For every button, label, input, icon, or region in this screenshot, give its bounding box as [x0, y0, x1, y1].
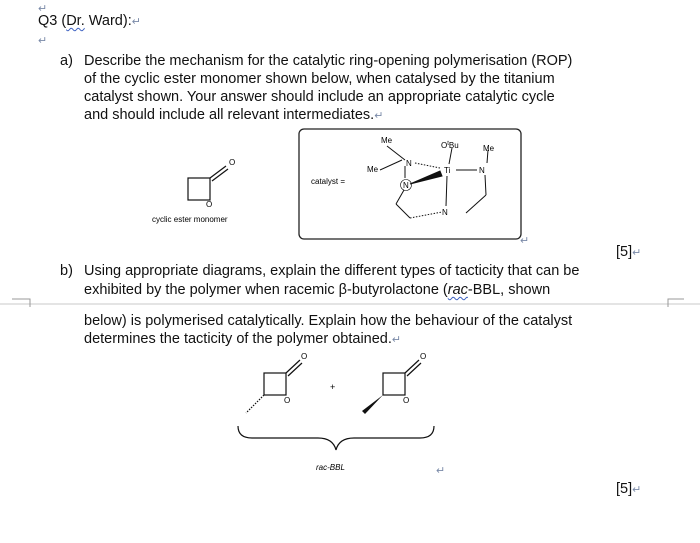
cyclic-ester-monomer-structure — [188, 166, 228, 200]
rac-bbl-caption: rac-BBL — [316, 463, 345, 472]
bbl1-carbonyl-o: O — [301, 352, 308, 361]
part-b-line-1: Using appropriate diagrams, explain the different types of tacticity that can be — [84, 263, 580, 279]
bbl1-ring-o: O — [284, 396, 291, 405]
part-a-line-4: and should include all relevant intermediates.↵ — [84, 107, 384, 123]
part-b-line-4: determines the tacticity of the polymer obtained.↵ — [84, 331, 402, 347]
catalyst-n-bottom: N — [442, 208, 448, 217]
catalyst-me-top: Me — [381, 136, 393, 145]
monomer-carbonyl-o: O — [229, 158, 236, 167]
part-a-line-1: Describe the mechanism for the catalytic ring-opening polymerisation (ROP) — [84, 53, 573, 69]
monomer-ring-o: O — [206, 200, 213, 209]
bracket-brace — [238, 426, 434, 450]
bbl2-wedge — [362, 395, 383, 414]
question-title: Q3 (Dr. Ward):↵ — [38, 13, 141, 29]
return-mark: ↵ — [38, 3, 48, 15]
part-a-marks: [5]↵ — [616, 244, 642, 260]
catalyst-otbu: $O^tBu$ — [441, 141, 459, 150]
return-mark: ↵ — [520, 235, 530, 247]
page-break-line — [0, 297, 700, 307]
rac-abbrev: rac — [447, 282, 468, 298]
catalyst-me-right: Me — [483, 144, 495, 153]
plus-sign: + — [330, 382, 336, 392]
catalyst-ti: Ti — [444, 166, 451, 175]
part-a-label: a) — [60, 53, 73, 69]
author-name: Dr. — [66, 13, 85, 29]
part-b-line-3: below) is polymerised catalytically. Explain how the behaviour of the catalyst — [84, 313, 573, 329]
rac-bbl-enantiomer-1 — [246, 360, 302, 413]
part-a-line-2: of the cyclic ester monomer shown below, when catalysed by the titanium — [84, 71, 555, 87]
catalyst-me-left: Me — [367, 165, 379, 174]
return-mark: ↵ — [436, 465, 446, 477]
catalyst-label: catalyst = — [311, 177, 346, 186]
part-b-label: b) — [60, 263, 73, 279]
part-b-marks: [5]↵ — [616, 481, 642, 497]
return-mark: ↵ — [38, 35, 48, 47]
figure-b — [0, 340, 700, 490]
part-b-line-2: exhibited by the polymer when racemic β-butyrolactone (rac-BBL, shown — [84, 282, 551, 298]
catalyst-n-top: N — [406, 159, 412, 168]
catalyst-n-right: N — [479, 166, 485, 175]
bbl2-ring-o: O — [403, 396, 410, 405]
catalyst-n-left: N — [403, 181, 409, 190]
monomer-caption: cyclic ester monomer — [152, 215, 228, 224]
rac-bbl-enantiomer-2 — [383, 360, 421, 395]
bbl2-carbonyl-o: O — [420, 352, 427, 361]
part-a-line-3: catalyst shown. Your answer should include an appropriate catalytic cycle — [84, 89, 555, 105]
